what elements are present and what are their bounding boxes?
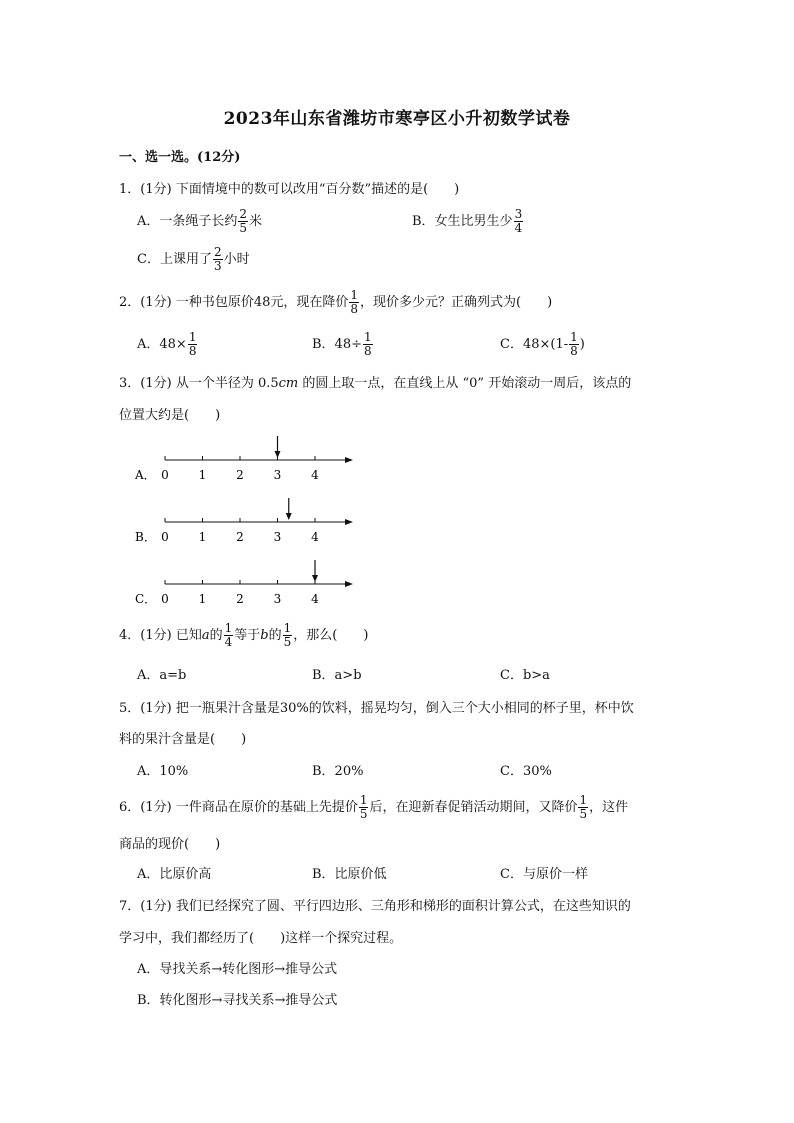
- option-label: A．: [135, 468, 156, 482]
- question-1-option-a: A．一条绳子长约 $\frac{2}{5}$ 米: [137, 207, 263, 235]
- fraction: $\frac{1}{5}$: [359, 793, 368, 821]
- question-4-option-a: A．a=b: [137, 668, 187, 683]
- question-4-option-c: C．b>a: [500, 668, 550, 683]
- question-1-option-c: C．上课用了 $\frac{2}{3}$ 小时: [137, 245, 250, 273]
- question-2-option-a: A．48× $\frac{1}{8}$: [137, 330, 197, 358]
- tick-label: 3: [273, 530, 282, 544]
- option-label: C．: [135, 592, 157, 606]
- question-7-line-2: 学习中，我们都经历了( )这样一个探究过程。: [119, 931, 403, 946]
- question-5-option-a: A．10%: [137, 764, 189, 779]
- page-title: 2023年山东省潍坊市寒亭区小升初数学试卷: [223, 109, 571, 129]
- fraction: $\frac{1}{8}$: [570, 330, 578, 358]
- question-1-option-b: B．女生比男生少 $\frac{3}{4}$: [412, 207, 523, 235]
- question-4-option-b: B．a>b: [312, 668, 362, 683]
- option-label: B．: [135, 530, 156, 544]
- tick-label: 2: [236, 592, 244, 606]
- down-arrow-icon: [312, 575, 318, 582]
- question-4-stem: 4．(1分) 已知a的 $\frac{1}{4}$ 等于b的 $\frac{1}{5}$ ，那么( ): [119, 621, 369, 649]
- question-6-option-b: B．比原价低: [312, 867, 387, 882]
- fraction: $\frac{1}{5}$: [579, 793, 588, 821]
- arrowhead-icon: [345, 519, 353, 525]
- question-5-option-b: B．20%: [312, 764, 364, 779]
- fraction: $\frac{3}{4}$: [514, 207, 523, 235]
- arrowhead-icon: [345, 457, 353, 463]
- question-5-line-2: 料的果汁含量是( ): [119, 732, 247, 747]
- question-6-option-a: A．比原价高: [137, 867, 212, 882]
- question-7-line-1: 7．(1分) 我们已经探究了圆、平行四边形、三角形和梯形的面积计算公式，在这些知识的: [119, 899, 631, 914]
- fraction: $\frac{1}{4}$: [224, 621, 233, 649]
- question-7-option-a: A．导找关系→转化图形→推导公式: [137, 962, 338, 977]
- tick-label: 4: [311, 592, 319, 606]
- tick-label: 0: [161, 592, 169, 606]
- question-3-line-2: 位置大约是( ): [119, 408, 221, 423]
- question-5-line-1: 5．(1分) 把一瓶果汁含量是30%的饮料，摇晃均匀，倒入三个大小相同的杯子里，杯中饮: [119, 701, 634, 716]
- tick-label: 1: [198, 530, 207, 544]
- tick-label: 4: [311, 468, 319, 482]
- question-6-option-c: C．与原价一样: [500, 867, 588, 882]
- fraction: $\frac{1}{8}$: [350, 288, 359, 316]
- arrowhead-icon: [345, 581, 353, 587]
- question-2-option-b: B．48÷ $\frac{1}{8}$: [312, 330, 372, 358]
- question-2-option-c: C．48×(1- $\frac{1}{8}$ ): [500, 330, 585, 358]
- tick-label: 3: [273, 468, 282, 482]
- fraction: $\frac{1}{8}$: [364, 330, 372, 358]
- fraction: $\frac{1}{5}$: [283, 621, 292, 649]
- tick-label: 1: [198, 592, 207, 606]
- tick-label: 4: [311, 530, 319, 544]
- fraction: $\frac{1}{8}$: [188, 330, 197, 358]
- fraction: $\frac{2}{5}$: [239, 207, 248, 235]
- question-7-option-b: B．转化图形→寻找关系→推导公式: [137, 993, 338, 1008]
- tick-label: 2: [236, 468, 244, 482]
- tick-label: 2: [236, 530, 244, 544]
- down-arrow-icon: [286, 513, 292, 520]
- question-1-stem: 1．(1分) 下面情境中的数可以改用“百分数”描述的是( ): [119, 182, 460, 197]
- tick-label: 1: [198, 468, 207, 482]
- number-line-a: [135, 432, 365, 496]
- section-heading: 一、选一选。(12分): [119, 150, 241, 165]
- fraction: $\frac{2}{3}$: [213, 245, 222, 273]
- question-6-line-1: 6．(1分) 一件商品在原价的基础上先提价 $\frac{1}{5}$ 后，在迎新春促销活动期间，又降价 $\frac{1}{5}$ ，这件: [119, 793, 629, 821]
- question-2-stem: 2．(1分) 一种书包原价48元，现在降价 $\frac{1}{8}$ ，现价多少元？正确列式为( ): [119, 288, 553, 316]
- question-5-option-c: C．30%: [500, 764, 552, 779]
- tick-label: 3: [273, 592, 282, 606]
- tick-label: 0: [161, 468, 169, 482]
- tick-label: 0: [161, 530, 169, 544]
- question-6-line-2: 商品的现价( ): [119, 837, 221, 852]
- question-3-line-1: 3．(1分) 从一个半径为 0.5cm 的圆上取一点，在直线上从 “0” 开始滚动一周后，该点的: [119, 376, 632, 391]
- down-arrow-icon: [275, 451, 281, 458]
- number-line-b: [135, 494, 365, 558]
- number-line-c: [135, 556, 365, 620]
